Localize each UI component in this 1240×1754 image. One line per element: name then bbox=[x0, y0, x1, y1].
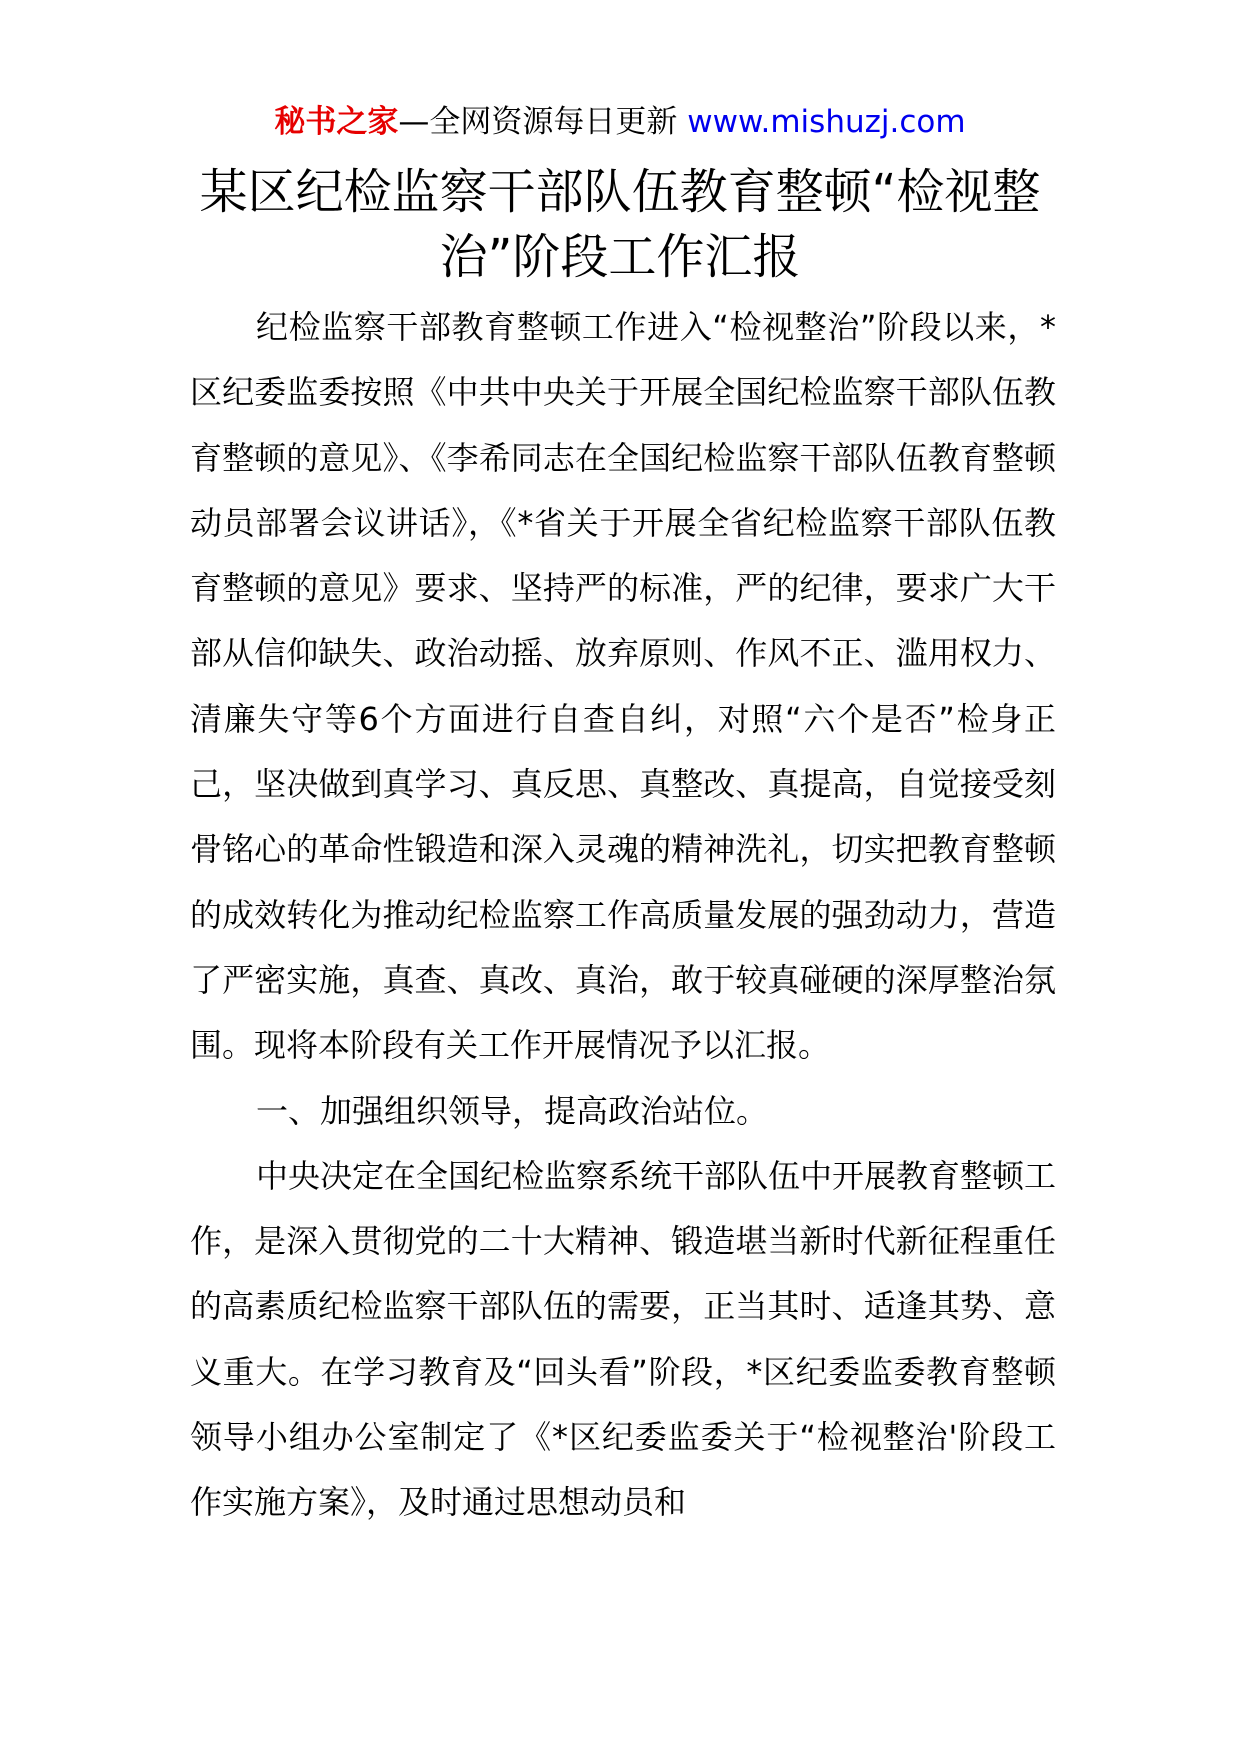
section-heading-1: 一、加强组织领导，提高政治站位。 bbox=[256, 1091, 769, 1130]
source-watermark-header bbox=[0, 100, 1240, 144]
body-paragraph-section-1: 中央决定在全国纪检监察系统干部队伍中开展教育整顿工作，是深入贯彻党的二十大精神、锻造堪当新时代新征程重任的高素质纪检监察干部队伍的需要，正当其时、适逢其势、意义重大。在学习教育及“回头看”阶段，*区纪委监委教育整顿领导小组办公室制定了《*区纪委监委关于“检视整治'阶段工作实施方案》，及时通过思想动员和 bbox=[190, 1156, 1057, 1522]
document-title: 某区纪检监察干部队伍教育整顿“检视整治”阶段工作汇报 bbox=[199, 164, 1041, 285]
watermark-url[interactable]: www.mishuzj.com bbox=[687, 104, 966, 140]
body-paragraph-intro: 纪检监察干部教育整顿工作进入“检视整治”阶段以来，*区纪委监委按照《中共中央关于开展全国纪检监察干部队伍教育整顿的意见》、《李希同志在全国纪检监察干部队伍教育整顿动员部署会议讲话》，《*省关于开展全省纪检监察干部队伍教育整顿的意见》要求、坚持严的标准，严的纪律，要求广大干部从信仰缺失、政治动摇、放弃原则、作风不正、滥用权力、清廉失守等6个方面进行自查自纠，对照“六个是否”检身正己，坚决做到真学习、真反思、真整改、真提高，自觉接受刻骨铭心的革命性锻造和深入灵魂的精神洗礼，切实把教育整顿的成效转化为推动纪检监察工作高质量发展的强劲动力，营造了严密实施，真查、真改、真治，敢于较真碰硬的深厚整治氛围。现将本阶段有关工作开展情况予以汇报。 bbox=[190, 308, 1056, 1065]
watermark-brand: 秘书之家 bbox=[274, 104, 399, 140]
watermark-tagline: —全网资源每日更新 bbox=[398, 104, 688, 140]
document-body bbox=[190, 295, 1056, 1536]
